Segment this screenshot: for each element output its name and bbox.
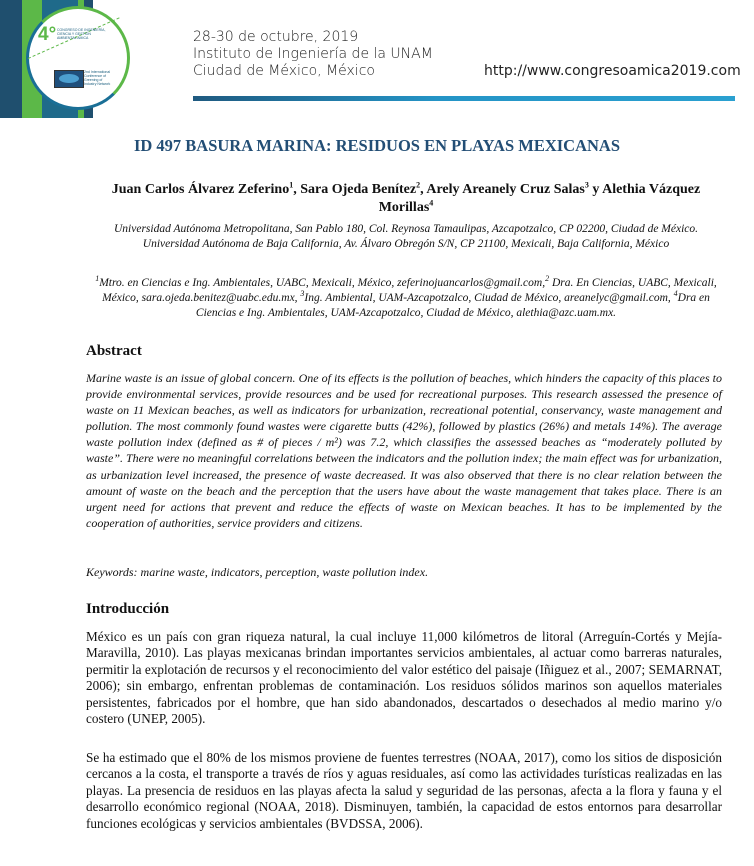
author-sup: 2 [416, 180, 421, 190]
keywords: Keywords: marine waste, indicators, perception, waste pollution index. [86, 565, 429, 579]
logo-stripe [0, 0, 22, 118]
affiliation: Universidad Autónoma Metropolitana, San Pablo 180, Col. Reynosa Tamaulipas, Azcapotzalco, CP 02200, Ciudad de México. Universidad Autónoma de Baja California, Av. Álvaro Obregón S/N, CP 21100, Mexicali, Baja California, México [113, 223, 699, 250]
author-note: Dra en Ciencias e Ing. Ambientales, UAM-Azcapotzalco, Ciudad de México, alethia@azc.uam.mx. [195, 292, 710, 319]
logo-text-es: CONGRESO DE INGENIERÍA, CIENCIA Y GESTIÓN AMBIENTAL AMICA [57, 28, 106, 40]
author-sup: 4 [429, 198, 434, 208]
author-note: Mtro. en Ciencias e Ing. Ambientales, UABC, Mexicali, México, zeferinojuancarlos@gmail.com, [99, 277, 546, 289]
intro-paragraph: México es un país con gran riqueza natural, la cual incluye 11,000 kilómetros de litoral (Arreguín-Cortés y Mejía-Maravilla, 2010). Las playas mexicanas brindan importantes servicios ambientales, al actuar como barreras naturales, permitir la explotación de recursos y el reconocimiento del valor estético del paisaje (Iñiguez et al., 2007; SEMARNAT, 2006); sin embargo, enfrentan problemas de contaminación. Los residuos sólidos marinos son aquellos materiales persistentes, fabricados por el hombre, que han sido abandonados, descartados o desechados al medio marino y/o costero (UNEP, 2005). [86, 629, 722, 727]
logo-text-en: 2nd International Conference of Greening of Industry Network [84, 70, 111, 86]
congress-logo [0, 0, 111, 118]
note-sup: 2 [545, 274, 550, 284]
abstract-text: Marine waste is an issue of global concern. One of its effects is the pollution of beaches, which hinders the capacity of this places to provide environmental services, provide resources and be used for recreational purposes. This research assessed the presence of waste on 11 Mexican beaches, as well as indicators for urbanization, recreational potential, conservancy, waste management and pollution. The most commonly found wastes were cigarette butts (42%), followed by plastics (26%) and metals 14%). The average waste pollution index (defined as # of pieces / m²) was 7.2, which classifies the assessed beaches as “moderately polluted by waste”. There were no meaningful correlations between the indicators and the pollution index; the main effect was for urbanization, as urbanization level increased, the presence of waste decreased. It was also observed that there is no clear relation between the amount of waste on the beach and the perception that the users have about the waste management that takes place. There is an urgent need for actions that prevent and reduce the effects of waste on Mexican beaches. It has to be implemented by the cooperation of authorities, service providers and citizens. [86, 371, 722, 530]
header-divider [193, 96, 735, 101]
author-sep: y [588, 182, 603, 197]
note-sup: 3 [300, 289, 305, 299]
author-list [86, 181, 726, 217]
author-notes [86, 276, 726, 321]
event-city: Ciudad de México, México [193, 63, 375, 79]
note-sup: 1 [95, 274, 100, 284]
author-sup: 3 [584, 180, 589, 190]
author-sup: 1 [289, 180, 294, 190]
note-sup: 4 [673, 289, 678, 299]
logo-circle [26, 6, 130, 110]
abstract-heading: Abstract [86, 343, 142, 359]
event-url[interactable]: http://www.congresoamica2019.com [484, 63, 741, 79]
author-name: Juan Carlos Álvarez Zeferino [111, 182, 290, 197]
author-note: Dra. En Ciencias, UABC, Mexicali, México, sara.ojeda.benitez@uabc.edu.mx, [102, 277, 717, 304]
intro-heading: Introducción [86, 601, 170, 617]
event-venue: Instituto de Ingeniería de la UNAM [193, 46, 433, 62]
author-sep: , [293, 182, 301, 197]
event-info [193, 29, 433, 80]
author-name: Sara Ojeda Benítez [300, 182, 417, 197]
author-sep: , [420, 182, 427, 197]
logo-number: 4° [38, 24, 57, 45]
paper-title: ID 497 BASURA MARINA: RESIDUOS EN PLAYAS MEXICANAS [133, 136, 621, 155]
world-map-icon [54, 70, 84, 88]
event-date: 28-30 de octubre, 2019 [193, 29, 359, 45]
intro-paragraph: Se ha estimado que el 80% de los mismos proviene de fuentes terrestres (NOAA, 2017), como los sitios de disposición cercanos a la costa, el transporte a través de ríos y aguas residuales, así como las actividades turísticas realizadas en las playas. La presencia de residuos en las playas afecta la salud y seguridad de las personas, afecta a la flora y fauna y el desarrollo económico regional (NOAA, 2018). Disminuyen, también, la capacidad de estos entornos para desarrollar funciones ecológicas y servicios ambientales (BVDSSA, 2006). [86, 750, 722, 831]
author-name: Alethia Vázquez Morillas [378, 182, 701, 215]
author-note: Ing. Ambiental, UAM-Azcapotzalco, Ciudad de México, areanelyc@gmail.com, [304, 292, 674, 304]
author-name: Arely Areanely Cruz Salas [426, 182, 585, 197]
